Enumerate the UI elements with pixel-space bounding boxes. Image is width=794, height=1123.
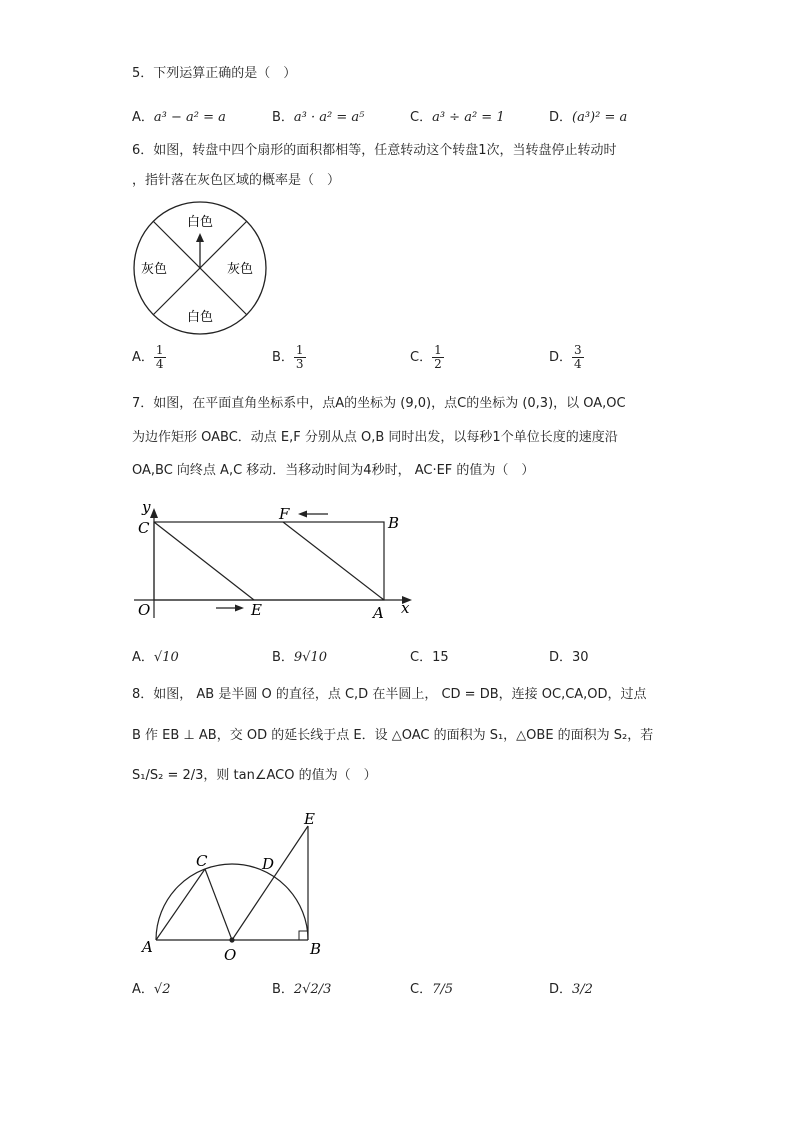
q7-option-a: A．√10	[132, 650, 179, 665]
label-d-8: D	[262, 855, 275, 873]
spinner-label-bottom: 白色	[186, 310, 214, 325]
semicircle-arc	[156, 864, 308, 940]
q6-stem-line1: 6．如图，转盘中四个扇形的面积都相等，任意转动这个转盘1次，当转盘停止转动时	[132, 143, 617, 158]
q7-stem-line1: 7．如图，在平面直角坐标系中，点A的坐标为 (9,0)，点C的坐标为 (0,3)，以 OA,OC	[132, 396, 626, 411]
spinner-label-left: 灰色	[140, 262, 168, 277]
q5-stem: 5．下列运算正确的是（ ）	[132, 66, 297, 81]
q8-option-b: B．2√2/3	[272, 982, 332, 997]
arrow-e-head	[235, 605, 244, 612]
q7-stem-line2: 为边作矩形 OABC．动点 E,F 分别从点 O,B 同时出发，以每秒1个单位长度的速度沿	[132, 430, 618, 445]
label-b: B	[388, 514, 400, 532]
q8-stem-line3: S₁/S₂ = 2/3，则 tan∠ACO 的值为（ ）	[132, 768, 377, 783]
segment-ce	[154, 522, 254, 600]
spinner-label-top: 白色	[186, 215, 214, 230]
label-c-8: C	[196, 852, 208, 870]
label-a-8: A	[142, 938, 153, 956]
q5-option-b: B．a³ · a² = a⁵	[272, 110, 365, 125]
q7-option-b: B．9√10	[272, 650, 328, 665]
label-y: y	[142, 498, 151, 516]
label-o-8: O	[224, 946, 237, 964]
q6-option-d: D． $\frac{3}{4}$	[549, 343, 582, 371]
label-o: O	[138, 601, 151, 619]
q6-option-c: C． $\frac{1}{2}$	[410, 343, 442, 371]
q8-option-c: C．7/5	[410, 982, 453, 997]
q5-option-a: A．a³ − a² = a	[132, 110, 226, 125]
label-e: E	[251, 601, 262, 619]
segment-fa	[283, 522, 384, 600]
label-e-8: E	[304, 810, 315, 828]
segment-oe	[232, 826, 308, 940]
label-x: x	[401, 599, 410, 617]
semicircle-figure	[136, 806, 336, 966]
spinner-pointer-head	[196, 233, 204, 242]
label-c: C	[138, 519, 150, 537]
q7-stem-line3: OA,BC 向终点 A,C 移动．当移动时间为4秒时， AC·EF 的值为（ ）	[132, 463, 535, 478]
q6-option-a: A． $\frac{1}{4}$	[132, 343, 164, 371]
rectangle-figure	[130, 498, 420, 622]
spinner-figure	[132, 200, 272, 340]
q5-option-d: D．(a³)² = a	[549, 110, 628, 125]
segment-oc	[205, 869, 232, 940]
q8-option-a: A．√2	[132, 982, 171, 997]
q7-option-c: C．15	[410, 650, 449, 665]
q8-stem-line1: 8．如图， AB 是半圆 O 的直径，点 C,D 在半圆上， CD = DB，连接 OC,CA,OD，过点	[132, 687, 647, 702]
label-f: F	[279, 505, 290, 523]
q6-stem-line2: ，指针落在灰色区域的概率是（ ）	[132, 173, 341, 188]
q6-option-b: B． $\frac{1}{3}$	[272, 343, 304, 371]
arrow-f-head	[298, 511, 307, 518]
label-a: A	[373, 604, 384, 622]
q8-stem-line2: B 作 EB ⊥ AB，交 OD 的延长线于点 E．设 △OAC 的面积为 S₁，△OBE 的面积为 S₂，若	[132, 728, 654, 743]
center-point-o	[229, 937, 234, 942]
spinner-label-right: 灰色	[226, 262, 254, 277]
right-angle-mark	[299, 931, 308, 940]
label-b-8: B	[310, 940, 322, 958]
q7-option-d: D．30	[549, 650, 589, 665]
y-axis-arrow	[150, 508, 158, 518]
rectangle-oabc	[154, 522, 384, 600]
q5-option-c: C．a³ ÷ a² = 1	[410, 110, 505, 125]
segment-ac	[156, 869, 205, 940]
q8-option-d: D．3/2	[549, 982, 593, 997]
